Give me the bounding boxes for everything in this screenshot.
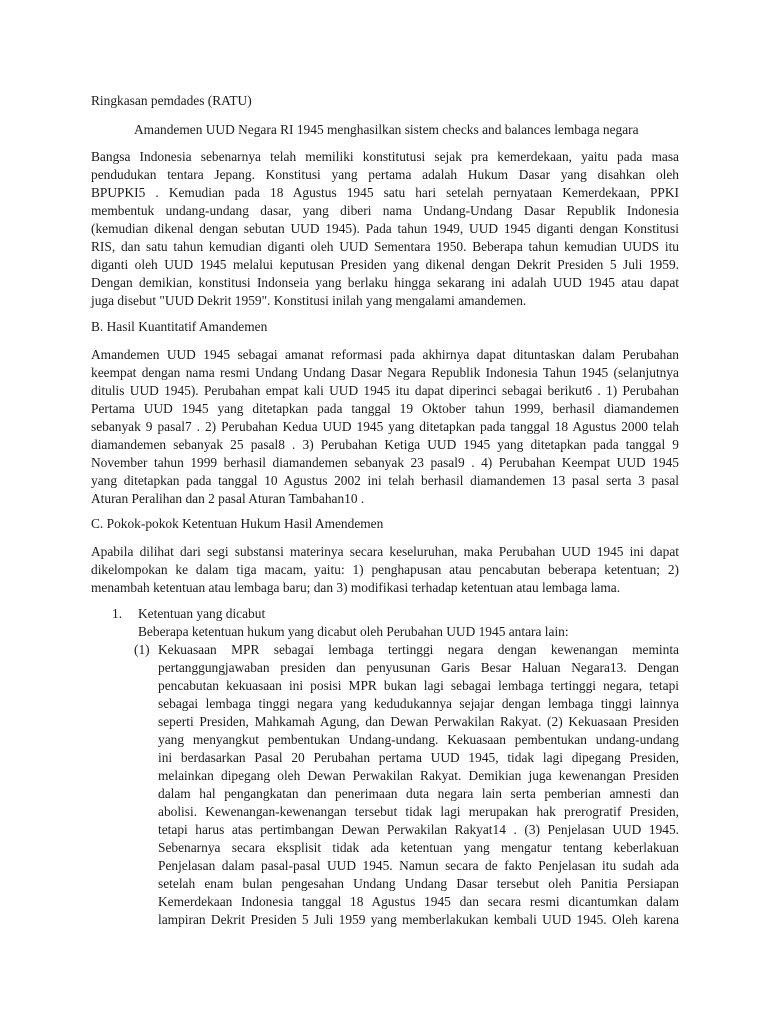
text-line: pertanggungjawaban presiden dan penyusunan Garis Besar Haluan Negara13. Dengan	[158, 660, 679, 675]
text-line: seperti Presiden, Mahkamah Agung, dan Dewan Perwakilan Rakyat. (2) Kekuasaan Presiden	[158, 714, 679, 729]
text-line: pencabutan kekuasaan ini posisi MPR bukan lagi sebagai lembaga tertinggi negara, tetapi	[158, 678, 679, 693]
text-line: sebanyak 9 pasal7 . 2) Perubahan Kedua UUD 1945 yang ditetapkan pada tanggal 18 Agustus 2000 telah	[91, 419, 679, 434]
text-line: Aturan Peralihan dan 2 pasal Aturan Tambahan10 .	[91, 491, 365, 506]
text-line: Kemerdekaan Indonesia tanggal 18 Agustus 1945 dan secara resmi dicantumkan dalam	[158, 894, 679, 909]
text-line: yang ditetapkan pada tanggal 10 Agustus 2002 ini telah berhasil diamandemen 13 pasal serta 3 pasal	[91, 473, 679, 488]
list-item-1-intro: Beberapa ketentuan hukum yang dicabut oleh Perubahan UUD 1945 antara lain:	[138, 624, 569, 639]
text-line: membentuk undang-undang dasar, yang diberi nama Undang-Undang Dasar Republik Indonesia	[91, 203, 679, 218]
list-item-1-number: 1.	[112, 606, 123, 621]
list-item-1-title: Ketentuan yang dicabut	[138, 606, 266, 621]
text-line: (kemudian dikenal dengan sebutan UUD 1945). Pada tahun 1949, UUD 1945 diganti dengan Konstitusi	[91, 221, 679, 236]
text-line: juga disebut "UUD Dekrit 1959". Konstitusi inilah yang mengalami amandemen.	[91, 293, 527, 308]
text-line: Bangsa Indonesia sebenarnya telah memiliki konstitutusi sejak pra kemerdekaan, yaitu pada masa	[91, 149, 679, 164]
text-line: pendudukan tentara Jepang. Konstitusi yang pertama adalah Hukum Dasar yang disahkan oleh	[91, 167, 679, 182]
text-line: Dengan demikian, konstitusi Indonseia yang berlaku hingga sekarang ini adalah UUD 1945 atau dapat	[91, 275, 679, 290]
text-line: diganti oleh UUD 1945 melalui keputusan Presiden yang dikenal dengan Dekrit Presiden 5 Juli 1959.	[91, 257, 679, 272]
text-line: RIS, dan satu tahun kemudian diganti oleh UUD Sementara 1950. Beberapa tahun kemudian UUDS itu	[91, 239, 679, 254]
text-line: ditulis UUD 1945). Perubahan empat kali UUD 1945 itu dapat diperinci sebagai berikut6 . 1) Perubahan	[91, 383, 679, 398]
text-line: Amandemen UUD 1945 sebagai amanat reformasi pada akhirnya dapat dituntaskan dalam Perubahan	[91, 347, 679, 362]
text-line: Pertama UUD 1945 yang ditetapkan pada tanggal 19 Oktober tahun 1999, berhasil diamandemen	[91, 401, 679, 416]
text-line: diamandemen sebanyak 25 pasal8 . 3) Perubahan Ketiga UUD 1945 yang ditetapkan pada tanggal 9	[91, 437, 679, 452]
text-line: BPUPKI5 . Kemudian pada 18 Agustus 1945 satu hari setelah pernyataan Kemerdekaan, PPKI	[91, 185, 679, 200]
text-line: sebagai lembaga tinggi negara yang kedudukannya sejajar dengan lembaga tinggi lainnya	[158, 696, 679, 711]
text-line: ini berdasarkan Pasal 20 Perubahan pertama UUD 1945, tidak lagi dipegang Presiden,	[158, 750, 679, 765]
text-line: melainkan dipegang oleh Dewan Perwakilan Rakyat. Demikian juga kewenangan Presiden	[158, 768, 679, 783]
text-line: Penjelasan dalam pasal-pasal UUD 1945. Namun secara de fakto Penjelasan itu sudah ada	[158, 858, 679, 873]
text-line: dikelompokan ke dalam tiga macam, yaitu: 1) penghapusan atau pencabutan beberapa ketentuan; 2)	[91, 562, 679, 577]
document-subtitle: Amandemen UUD Negara RI 1945 menghasilkan sistem checks and balances lembaga negara	[134, 122, 639, 137]
text-line: setelah enam bulan pengesahan Undang Undang Dasar tersebut oleh Panitia Persiapan	[158, 876, 679, 891]
text-line: lampiran Dekrit Presiden 5 Juli 1959 yang memberlakukan kembali UUD 1945. Oleh karena	[158, 912, 679, 927]
text-line: yang menyangkut pembentukan Undang-undang. Kekuasaan pembentukan undang-undang	[158, 732, 679, 747]
section-c-heading: C. Pokok-pokok Ketentuan Hukum Hasil Amendemen	[91, 516, 384, 531]
sub-item-1-number: (1)	[134, 642, 150, 657]
document-title: Ringkasan pemdades (RATU)	[91, 93, 252, 108]
section-b-heading: B. Hasil Kuantitatif Amandemen	[91, 319, 268, 334]
text-line: keempat dengan nama resmi Undang Undang Dasar Negara Republik Indonesia Tahun 1945 (selanjutnya	[91, 365, 679, 380]
text-line: Sebenarnya secara eksplisit tidak ada ketentuan yang mengatur tentang keberlakuan	[158, 840, 679, 855]
text-line: Kekuasaan MPR sebagai lembaga tertinggi negara dengan kewenangan meminta	[158, 642, 679, 657]
text-line: menambah ketentuan atau lembaga baru; dan 3) modifikasi terhadap ketentuan atau lembaga lama.	[91, 580, 621, 595]
text-line: dalam hal pengangkatan dan penerimaan duta negara lain serta pemberian amnesti dan	[158, 786, 679, 801]
text-line: tetapi harus atas pertimbangan Dewan Perwakilan Rakyat14 . (3) Penjelasan UUD 1945.	[158, 822, 679, 837]
text-line: November tahun 1999 berhasil diamandemen sebanyak 23 pasal9 . 4) Perubahan Keempat UUD 1945	[91, 455, 679, 470]
text-line: abolisi. Kewenangan-kewenangan tersebut tidak lagi merupakan hak prerogratif Presiden,	[158, 804, 679, 819]
text-line: Apabila dilihat dari segi substansi materinya secara keseluruhan, maka Perubahan UUD 1945 ini dapat	[91, 544, 679, 559]
